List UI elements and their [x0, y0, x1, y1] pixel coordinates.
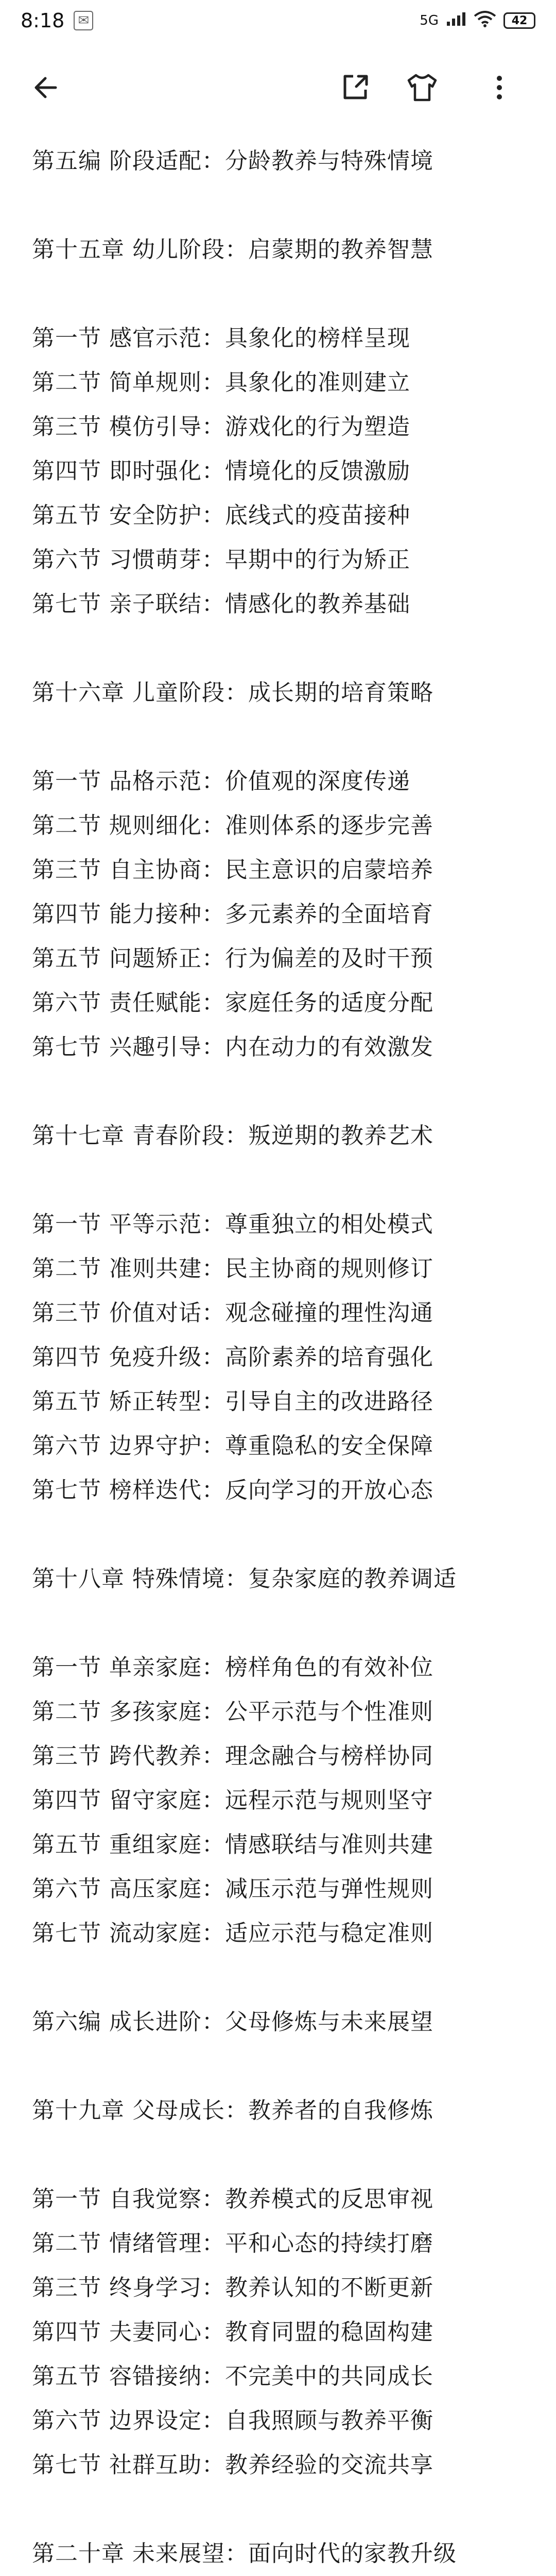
- share-icon[interactable]: [335, 67, 376, 108]
- content-line: 第六节 边界设定：自我照顾与教养平衡: [32, 2408, 433, 2434]
- content-line: 第一节 自我觉察：教养模式的反思审视: [32, 2186, 433, 2212]
- content-line: 第一节 感官示范：具象化的榜样呈现: [32, 325, 410, 351]
- content-line: 第一节 单亲家庭：榜样角色的有效补位: [32, 1654, 433, 1681]
- content-line: 第二节 多孩家庭：公平示范与个性准则: [32, 1699, 433, 1725]
- status-time: 8:18: [21, 9, 65, 32]
- content-line: 第四节 免疫升级：高阶素养的培育强化: [32, 1344, 433, 1370]
- wifi-icon: [474, 11, 496, 31]
- content-line: 第五节 容错接纳：不完美中的共同成长: [32, 2363, 433, 2389]
- content-line: 第三节 自主协商：民主意识的启蒙培养: [32, 857, 433, 883]
- signal-icon: [446, 11, 466, 30]
- top-toolbar: [0, 57, 556, 118]
- content-line: 第二节 简单规则：具象化的准则建立: [32, 369, 410, 396]
- content-line: 第二节 规则细化：准则体系的逐步完善: [32, 812, 433, 839]
- content-line: 第七节 亲子联结：情感化的教养基础: [32, 591, 410, 617]
- status-right: [420, 11, 535, 31]
- content-line: 第五节 问题矫正：行为偏差的及时干预: [32, 945, 433, 972]
- content-line: 第一节 品格示范：价值观的深度传递: [32, 768, 410, 794]
- article-body: [32, 139, 536, 2576]
- message-icon: ✉: [74, 11, 93, 30]
- shirt-icon[interactable]: [402, 67, 443, 108]
- content-line: 第三节 终身学习：教养认知的不断更新: [32, 2275, 433, 2301]
- content-line: 第七节 流动家庭：适应示范与稳定准则: [32, 1920, 433, 1946]
- content-line: 第三节 价值对话：观念碰撞的理性沟通: [32, 1300, 433, 1326]
- content-line: 第六节 责任赋能：家庭任务的适度分配: [32, 990, 433, 1016]
- content-line: 第二节 情绪管理：平和心态的持续打磨: [32, 2230, 433, 2257]
- content-line: 第四节 即时强化：情境化的反馈激励: [32, 458, 410, 484]
- content-line: 第五节 重组家庭：情感联结与准则共建: [32, 1832, 433, 1858]
- content-line: 第五编 阶段适配：分龄教养与特殊情境: [32, 148, 433, 174]
- content-line: 第十五章 幼儿阶段：启蒙期的教养智慧: [32, 236, 433, 263]
- content-line: 第十六章 儿童阶段：成长期的培育策略: [32, 680, 433, 706]
- more-vertical-icon[interactable]: [479, 67, 520, 108]
- status-left: [21, 9, 93, 32]
- content-line: 第六节 高压家庭：减压示范与弹性规则: [32, 1876, 433, 1902]
- content-line: 第七节 兴趣引导：内在动力的有效激发: [32, 1034, 433, 1060]
- content-line: 第七节 榜样迭代：反向学习的开放心态: [32, 1477, 433, 1503]
- content-line: 第十七章 青春阶段：叛逆期的教养艺术: [32, 1123, 433, 1149]
- content-line: 第三节 跨代教养：理念融合与榜样协同: [32, 1743, 433, 1769]
- content-line: 第六节 习惯萌芽：早期中的行为矫正: [32, 547, 410, 573]
- battery-icon: 42: [503, 12, 535, 29]
- content-line: 第五节 矫正转型：引导自主的改进路径: [32, 1388, 433, 1415]
- status-bar: [0, 0, 556, 41]
- back-arrow-icon[interactable]: [26, 67, 67, 108]
- content-line: 第一节 平等示范：尊重独立的相处模式: [32, 1211, 433, 1238]
- content-line: 第六编 成长进阶：父母修炼与未来展望: [32, 2009, 433, 2035]
- content-line: 第二节 准则共建：民主协商的规则修订: [32, 1256, 433, 1282]
- signal-label: 5G: [420, 13, 439, 28]
- content-line: 第十九章 父母成长：教养者的自我修炼: [32, 2097, 433, 2124]
- content-line: 第二十章 未来展望：面向时代的家教升级: [32, 2540, 457, 2567]
- content-line: 第十八章 特殊情境：复杂家庭的教养调适: [32, 1566, 457, 1592]
- content-line: 第五节 安全防护：底线式的疫苗接种: [32, 502, 410, 529]
- content-line: 第四节 夫妻同心：教育同盟的稳固构建: [32, 2319, 433, 2345]
- content-line: 第四节 能力接种：多元素养的全面培育: [32, 901, 433, 927]
- content-line: 第三节 模仿引导：游戏化的行为塑造: [32, 414, 410, 440]
- content-line: 第七节 社群互助：教养经验的交流共享: [32, 2452, 433, 2478]
- content-line: 第六节 边界守护：尊重隐私的安全保障: [32, 1433, 433, 1459]
- content-line: 第四节 留守家庭：远程示范与规则坚守: [32, 1787, 433, 1814]
